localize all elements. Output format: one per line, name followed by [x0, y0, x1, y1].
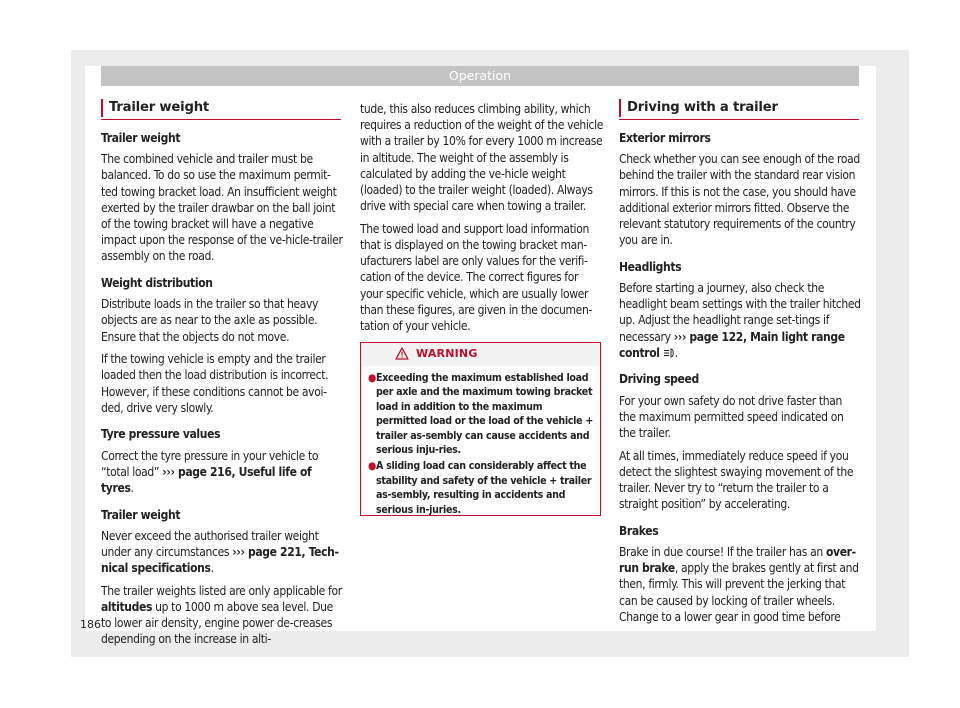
heading-exterior-mirrors: Exterior mirrors [619, 131, 711, 145]
paragraph: At all times, immediately reduce speed if you detect the slightest swaying movement of the trailer. Never try to “return the trailer to a straight position” by accelerating. [619, 448, 854, 512]
page-number: 186 [80, 618, 101, 631]
bullet-icon: ● [368, 460, 377, 473]
warning-text: A sliding load can considerably affect the stability and safety of the vehicle + trailer as-sembly, resulting in accidents and serious in-juries. [376, 460, 592, 516]
text: up to 1000 m above sea level. Due to lower air density, engine power de-creases depending on the increase in alti- [101, 600, 333, 647]
paragraph [101, 528, 343, 577]
warning-box [360, 342, 601, 516]
paragraph: The towed load and support load information that is displayed on the towing bracket man-ufacturers label are only values for the verifi-cation of the device. The correct figures for your specific vehicle, which are usually lower than these figures, are given in the documen-tation of your vehicle. [360, 221, 592, 334]
bold-term: altitudes [101, 600, 153, 615]
text: , apply the brakes gently at first and then, firmly. This will prevent the jerking that can be caused by locking of trailer wheels. Change to a lower gear in good time before [619, 561, 859, 624]
paragraph: tude, this also reduces climbing ability, which requires a reduction of the weight of the vehicle with a trailer by 10% for every 1000 m increase in altitude. The weight of the assembly is calculated by adding the ve-hicle weight (loaded) to the trailer weight (loaded). Always drive with special care when towing a trailer. [360, 102, 604, 214]
section-title-trailer-weight [101, 98, 341, 120]
heading-trailer-weight-2: Trailer weight [101, 507, 181, 522]
headlight-range-icon [663, 348, 675, 358]
heading-brakes: Brakes [619, 523, 659, 538]
text: . [674, 345, 678, 360]
page-header: Operation [101, 66, 859, 86]
paragraph [619, 544, 861, 625]
page-reference-link[interactable]: ››› page 122, Main light range control [619, 329, 845, 360]
paragraph [619, 280, 861, 361]
text: Never exceed the authorised trailer weight under any circumstances [101, 528, 319, 560]
text: The trailer weights listed are only applicable for [101, 583, 342, 598]
paragraph [101, 448, 343, 497]
heading-driving-speed: Driving speed [619, 372, 699, 387]
page-reference-link[interactable]: ››› page 221, Tech-nical specifications [101, 545, 339, 576]
warning-item [368, 459, 594, 517]
warning-header [361, 343, 600, 366]
paragraph: The combined vehicle and trailer must be balanced. To do so use the maximum permit-ted towing bracket load. An insufficient weight exerted by the trailer drawbar on the ball joint of the towing bracket will have a negative impact upon the response of the ve-hicle-trailer assembly on the road. [101, 152, 343, 264]
paragraph: Check whether you can see enough of the road behind the trailer with the standard rear vision mirrors. If this is not the case, you should have additional exterior mirrors fitted. Observe the relevant statutory requirements of the country you are in. [619, 152, 860, 248]
paragraph: For your own safety do not drive faster than the maximum permitted speed indicated on the trailer. [619, 393, 844, 441]
heading-headlights: Headlights [619, 259, 682, 274]
heading-weight-distribution: Weight distribution [101, 276, 213, 291]
section-title-text: Trailer weight [109, 100, 210, 115]
warning-item [368, 371, 594, 457]
text: Before starting a journey, also check the headlight beam settings with the trailer hitched up. Adjust the headlight range set-tings if necessary [619, 281, 861, 344]
text: . [210, 561, 214, 576]
middle-column [360, 101, 604, 334]
section-title-driving-with-trailer [619, 98, 859, 120]
warning-label: WARNING [416, 347, 478, 360]
right-column [619, 130, 861, 625]
section-title-text: Driving with a trailer [627, 100, 778, 115]
paragraph: If the towing vehicle is empty and the trailer loaded then the load distribution is incorrect. However, if these conditions cannot be avoi-ded, drive very slowly. [101, 352, 329, 415]
paragraph: Distribute loads in the trailer so that heavy objects are as near to the axle as possible. Ensure that the objects do not move. [101, 297, 319, 344]
heading-tyre-pressure: Tyre pressure values [101, 427, 221, 442]
left-column [101, 130, 343, 648]
bullet-icon: ● [368, 372, 377, 384]
warning-triangle-icon [395, 347, 409, 360]
text: Correct the tyre pressure in your vehicle to “total load” [101, 448, 319, 479]
text: Brake in due course! If the trailer has an [619, 545, 823, 560]
warning-body [368, 371, 594, 519]
warning-text: Exceeding the maximum established load per axle and the maximum towing bracket load in addition to the maximum permitted load or the load of the vehicle + trailer as-sembly can cause accidents and serious inju-ries. [376, 372, 594, 457]
heading-trailer-weight: Trailer weight [101, 131, 181, 145]
page-reference-link[interactable]: ››› page 216, Useful life of tyres [101, 464, 312, 496]
paragraph [101, 583, 343, 648]
bold-term: over-run brake [619, 545, 856, 576]
text: . [130, 481, 134, 496]
